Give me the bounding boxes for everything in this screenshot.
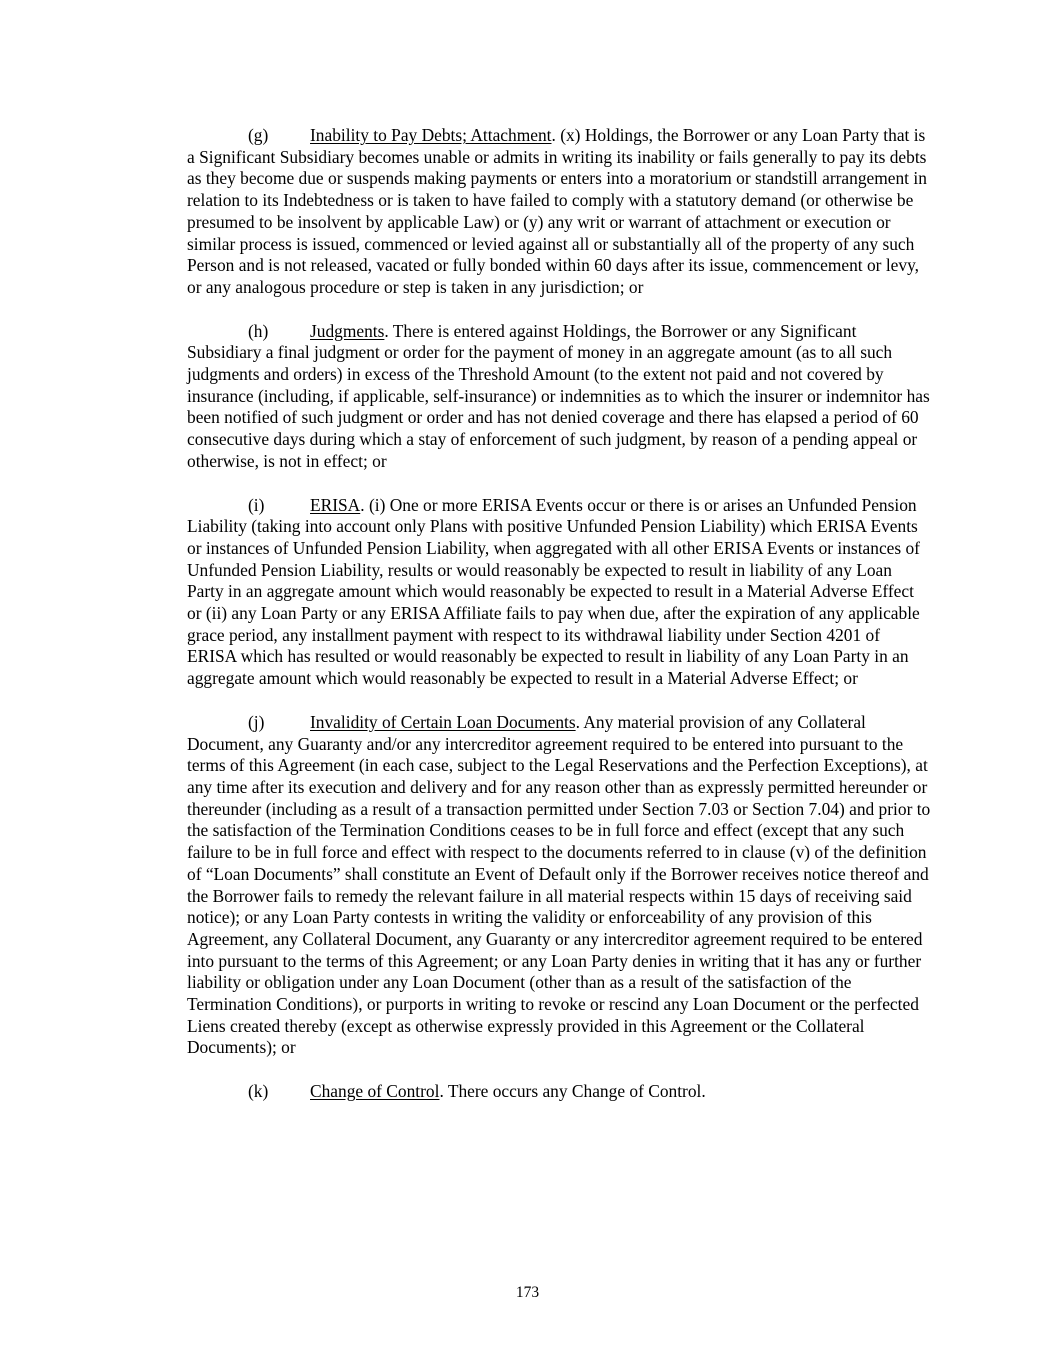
clause-heading: Inability to Pay Debts; Attachment (310, 125, 552, 145)
clause-k (187, 1081, 932, 1103)
clause-g (187, 125, 932, 299)
clause-i (187, 495, 932, 690)
clause-body: . There is entered against Holdings, the Borrower or any Significant Subsidiary a final judgment or order for the payment of money in an aggregate amount (as to all such judgments and orders) in excess of the Threshold Amount (to the extent not paid and not covered by insurance (including, if applicable, self-insurance) or indemnities as to which the insurer or indemnitor has been notified of such judgment or order and has not denied coverage and there has elapsed a period of 60 consecutive days during which a stay of enforcement of such judgment, by reason of a pending appeal or otherwise, is not in effect; or (187, 320, 930, 471)
clause-heading: Change of Control (310, 1081, 440, 1102)
clause-number: (j) (248, 711, 265, 732)
document-page (187, 125, 932, 1103)
clause-number: (k) (248, 1081, 269, 1102)
clause-body: . There occurs any Change of Control. (439, 1081, 706, 1102)
clause-number: (h) (248, 320, 269, 341)
clause-j (187, 712, 932, 1059)
clause-body: . (i) One or more ERISA Events occur or there is or arises an Unfunded Pension Liability (taking into account only Plans with positive Unfunded Pension Liability) which ERISA Events or instances of Unfunded Pension Liability, when aggregated with all other ERISA Events or instances of Unfunded Pension Liability, results or would reasonably be expected to result in liability of any Loan Party in an aggregate amount which would reasonably be expected to result in a Material Adverse Effect or (ii) any Loan Party or any ERISA Affiliate fails to pay when due, after the expiration of any applicable grace period, any installment payment with respect to its withdrawal liability under Section 4201 of ERISA which has resulted or would reasonably be expected to result in liability of any Loan Party in an aggregate amount which would reasonably be expected to result in a Material Adverse Effect; or (187, 494, 920, 689)
clause-heading: Invalidity of Certain Loan Documents (310, 711, 576, 732)
page-number: 173 (515, 1284, 540, 1301)
clause-number: (i) (248, 494, 265, 515)
clause-body: . Any material provision of any Collateral Document, any Guaranty and/or any intercreditor agreement required to be entered into pursuant to the terms of this Agreement (in each case, subject to the Legal Reservations and the Perfection Exceptions), at any time after its execution and delivery and for any reason other than as expressly permitted hereunder or thereunder (including as a result of a transaction permitted under Section 7.03 or Section 7.04) and prior to the satisfaction of the Termination Conditions ceases to be in full force and effect (except that any such failure to be in full force and effect with respect to the documents referred to in clause (v) of the definition of “Loan Documents” shall constitute an Event of Default only if the Borrower receives notice thereof and the Borrower fails to remedy the relevant failure in all material respects within 15 days of receiving said notice); or any Loan Party contests in writing the validity or enforceability of any provision of this Agreement, any Collateral Document, any Guaranty or any intercreditor agreement required to be entered into pursuant to the terms of this Agreement; or any Loan Party denies in writing that it has any or further liability or obligation under any Loan Document (other than as a result of the satisfaction of the Termination Conditions), or purports in writing to revoke or rescind any Loan Document or the perfected Liens created thereby (except as otherwise expressly provided in this Agreement or the Collateral Documents); or (187, 711, 931, 1058)
clause-heading: Judgments (310, 320, 385, 341)
clause-heading: ERISA (310, 494, 361, 515)
clause-body: . (x) Holdings, the Borrower or any Loan Party that is a Significant Subsidiary becomes unable or admits in writing its inability or fails generally to pay its debts as they become due or suspends making payments or enters into a moratorium or standstill arrangement in relation to its Indebtedness or is taken to have failed to comply with a statutory demand (or otherwise be presumed to be insolvent by applicable Law) or (y) any writ or warrant of attachment or execution or similar process is issued, commenced or levied against all or substantially all of the property of any such Person and is not released, vacated or fully bonded within 60 days after its issue, commencement or levy, or any analogous procedure or step is taken in any jurisdiction; or (187, 125, 927, 297)
clause-h (187, 321, 932, 473)
clause-number: (g) (248, 125, 269, 145)
